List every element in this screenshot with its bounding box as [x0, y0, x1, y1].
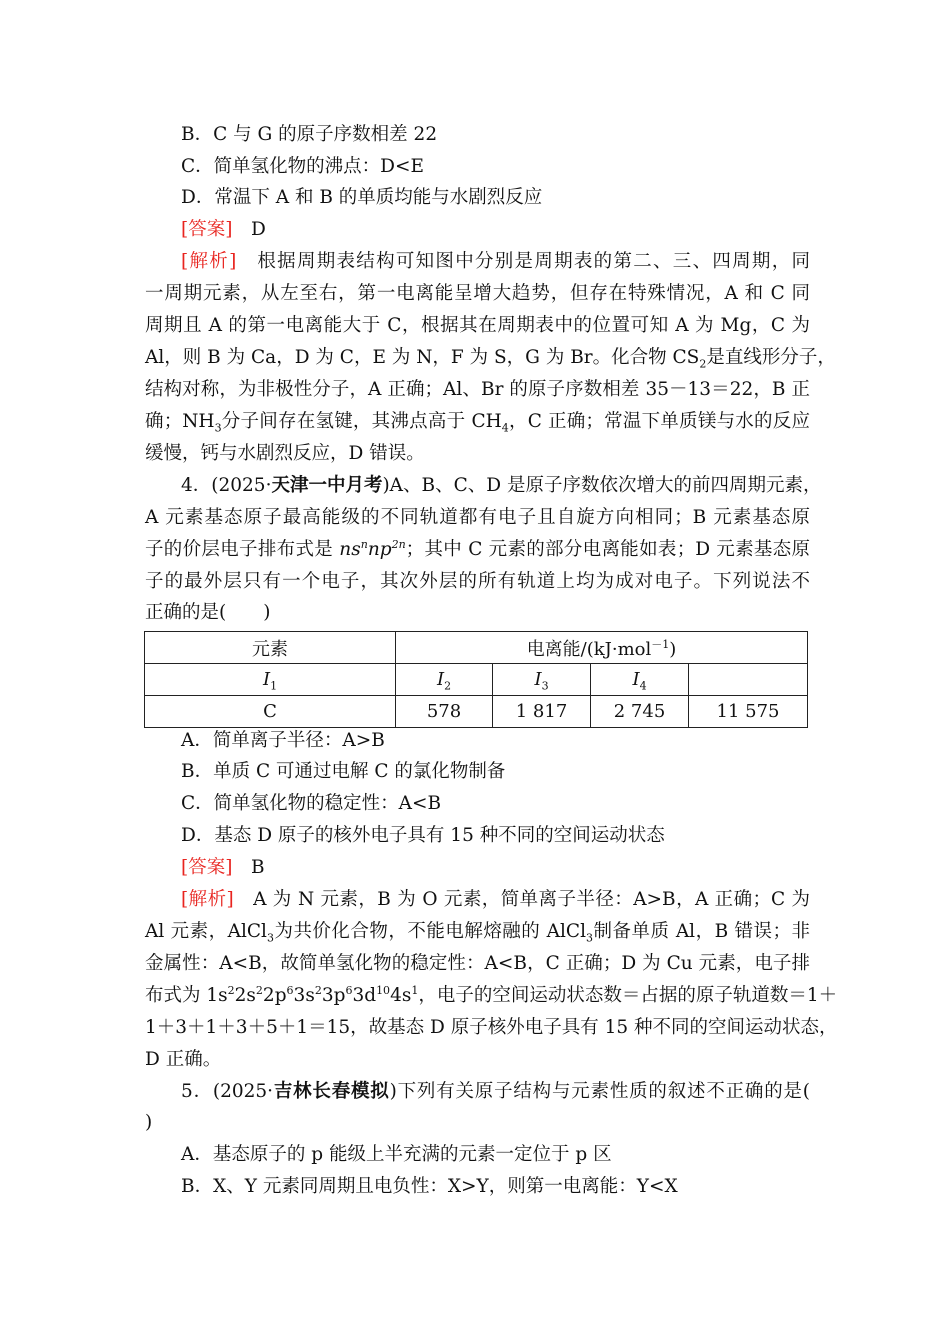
table-cell: 2 745 [591, 696, 689, 728]
q5-source: 吉林长春模拟 [273, 1081, 390, 1102]
q3-analysis-line: 缓慢，钙与水剧烈反应，D 错误。 [145, 443, 425, 464]
analysis-label: [解析] [181, 889, 234, 910]
q4-answer [181, 852, 846, 883]
q4-analysis-line: 布式为 $1s^22s^22p^63s^23p^63d^{10}4s^1$，电子的空间运动状态数＝占据的原子轨道数＝1＋ [145, 983, 838, 1006]
q3-option-b: B．C 与 G 的原子序数相差 22 [181, 124, 438, 145]
q3-analysis-line: 确；$NH_3$分子间存在氢键，其沸点高于 $CH_4$，C 正确；常温下单质镁与水的反应 [145, 411, 810, 435]
table-header-element: 元素 [145, 632, 396, 664]
table-cell: $I_1$ [145, 664, 396, 696]
q4-analysis-line: Al 元素，AlCl$_3$为共价化合物，不能电解熔融的 AlCl$_3$制备单质 Al，B 错误；非 [145, 921, 811, 945]
q5-option-a: A．基态原子的 p 能级上半充满的元素一定位于 p 区 [181, 1144, 612, 1165]
q3-analysis-line: [解析] 根据周期表结构可知图中分别是周期表的第二、三、四周期，同 [181, 251, 810, 272]
analysis-label: [解析] [181, 251, 237, 272]
table-cell: $I_4$ [591, 664, 689, 696]
q4-stem-line: 子的最外层只有一个电子，其次外层的所有轨道上均为成对电子。下列说法不 [145, 571, 810, 592]
q4-option-b: B．单质 C 可通过电解 C 的氯化物制备 [181, 761, 506, 782]
q3-analysis-line: Al，则 B 为 Ca，D 为 C，E 为 N，F 为 S，G 为 Br。化合物 $CS_2$是直线形分子， [145, 347, 836, 371]
q3-answer [181, 214, 846, 245]
table-cell [689, 664, 808, 696]
q5-stem-line: 5．(2025·吉林长春模拟)下列有关原子结构与元素性质的叙述不正确的是( [181, 1081, 811, 1102]
table-cell: 1 817 [493, 696, 591, 728]
table-cell: 578 [396, 696, 493, 728]
q3-option-c: C．简单氢化物的沸点：D<E [181, 156, 424, 177]
q4-option-c: C．简单氢化物的稳定性：A<B [181, 793, 442, 814]
answer-value: D [250, 219, 266, 240]
q4-analysis-line: 1＋3＋1＋3＋5＋1＝15，故基态 D 原子核外电子具有 15 种不同的空间运动状态， [145, 1017, 838, 1038]
q3-analysis-line: 一周期元素，从左至右，第一电离能呈增大趋势，但存在特殊情况，A 和 C 同 [145, 283, 810, 304]
q5-stem-line: ) [145, 1112, 153, 1133]
q4-option-d: D．基态 D 原子的核外电子具有 15 种不同的空间运动状态 [181, 825, 665, 846]
q5-option-b: B．X、Y 元素同周期且电负性：X>Y，则第一电离能：Y<X [181, 1176, 678, 1197]
q3-analysis-line: 结构对称，为非极性分子，A 正确；Al、Br 的原子序数相差 35－13＝22，B 正 [145, 379, 810, 400]
q3-option-d: D．常温下 A 和 B 的单质均能与水剧烈反应 [181, 187, 543, 208]
table-cell: $I_2$ [396, 664, 493, 696]
answer-value: B [250, 857, 265, 878]
q4-analysis-line: D 正确。 [145, 1049, 222, 1070]
answer-label: [答案] [181, 857, 233, 878]
table-header-energy: 电离能/(kJ·mol$^{-1}$) [396, 632, 808, 664]
answer-label: [答案] [181, 219, 233, 240]
table-cell: C [145, 696, 396, 728]
q4-analysis-line: [解析] A 为 N 元素，B 为 O 元素，简单离子半径：A>B，A 正确；C 为 [181, 889, 810, 910]
q4-stem-line: 正确的是( ) [145, 602, 271, 623]
q4-source: 天津一中月考 [271, 475, 383, 496]
table-row [145, 696, 808, 728]
q4-stem-line: A 元素基态原子最高能级的不同轨道都有电子且自旋方向相同；B 元素基态原 [145, 507, 810, 528]
table-row [145, 664, 808, 696]
q3-analysis-line: 周期且 A 的第一电离能大于 C，根据其在周期表中的位置可知 A 为 Mg，C 为 [145, 315, 810, 336]
q4-option-a: A．简单离子半径：A>B [181, 730, 385, 751]
q4-stem-line: 子的价层电子排布式是 $ns^nnp^{2n}$；其中 C 元素的部分电离能如表；D 元素基态原 [145, 537, 810, 560]
ionization-energy-table [144, 631, 808, 728]
table-cell: $I_3$ [493, 664, 591, 696]
table-row [145, 632, 808, 664]
table-cell: 11 575 [689, 696, 808, 728]
q4-stem-line: 4．(2025·天津一中月考)A、B、C、D 是原子序数依次增大的前四周期元素， [181, 475, 822, 496]
q4-analysis-line: 金属性：A<B，故简单氢化物的稳定性：A<B，C 正确；D 为 Cu 元素，电子排 [145, 953, 810, 974]
